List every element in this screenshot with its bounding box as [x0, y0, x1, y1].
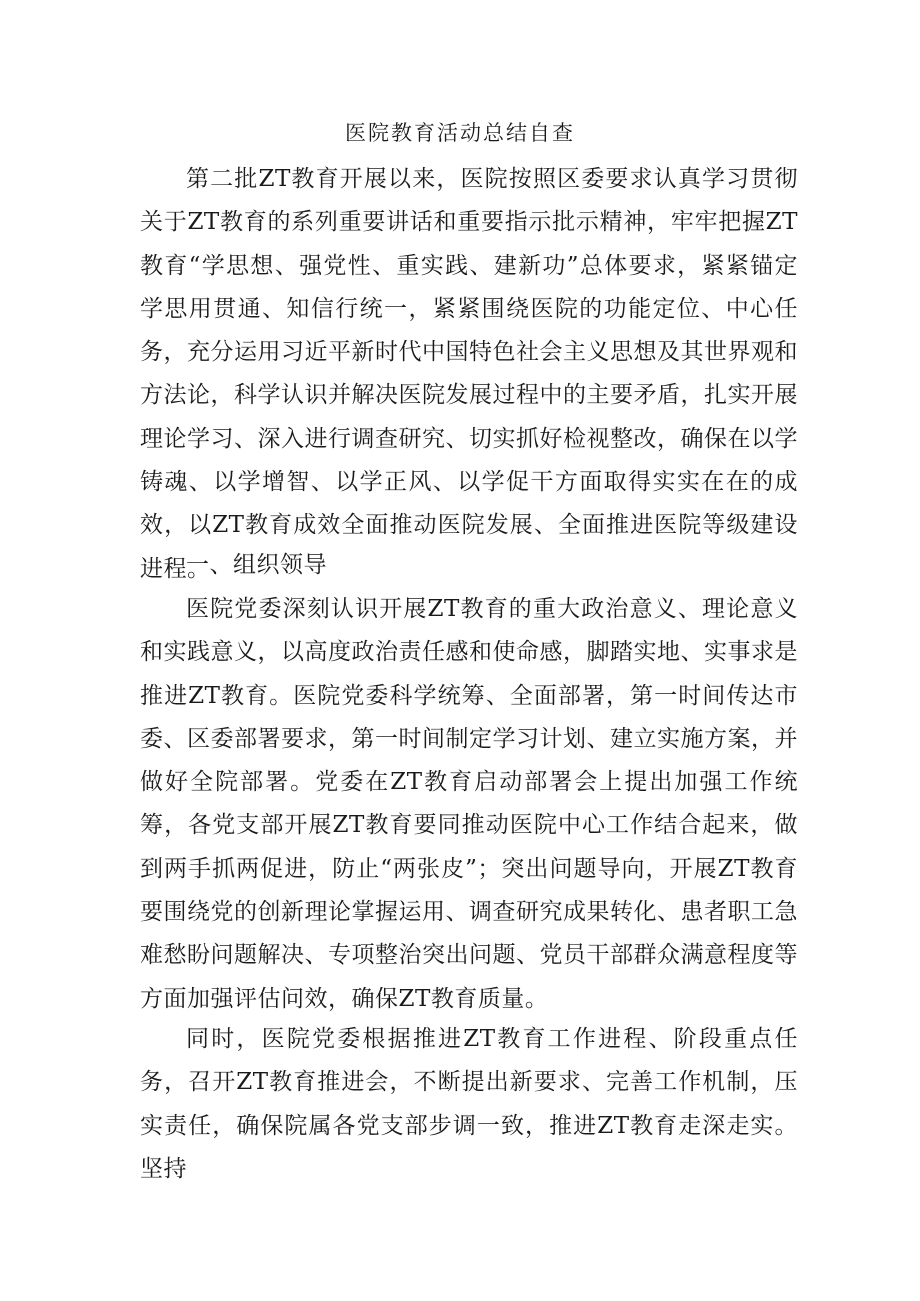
- body-block-organization: [140, 588, 798, 1021]
- section-heading: 一、组织领导: [186, 552, 327, 578]
- paragraph-organization: 医院党委深刻认识开展ZT教育的重大政治意义、理论意义和实践意义，以高度政治责任感和使命感，脚踏实地、实事求是推进ZT教育。医院党委科学统筹、全面部署，第一时间传达市委、区委部署要求，第一时间制定学习计划、建立实施方案，并做好全院部署。党委在ZT教育启动部署会上提出加强工作统筹，各党支部开展ZT教育要同推动医院中心工作结合起来，做到两手抓两促进，防止“两张皮”；突出问题导向，开展ZT教育要围绕党的创新理论掌握运用、调查研究成果转化、患者职工急难愁盼问题解决、专项整治突出问题、党员干部群众满意程度等方面加强评估问效，确保ZT教育质量。: [140, 596, 798, 1012]
- body-block-continuation: [140, 1018, 798, 1191]
- paragraph-continuation: 同时，医院党委根据推进ZT教育工作进程、阶段重点任务，召开ZT教育推进会，不断提出新要求、完善工作机制，压实责任，确保院属各党支部步调一致，推进ZT教育走深走实。坚持: [140, 1026, 798, 1182]
- paragraph-intro: 第二批ZT教育开展以来，医院按照区委要求认真学习贯彻关于ZT教育的系列重要讲话和重要指示批示精神，牢牢把握ZT教育“学思想、强党性、重实践、建新功”总体要求，紧紧锚定学思用贯通、知信行统一，紧紧围绕医院的功能定位、中心任务，充分运用习近平新时代中国特色社会主义思想及其世界观和方法论，科学认识并解决医院发展过程中的主要矛盾，扎实开展理论学习、深入进行调查研究、切实抓好检视整改，确保在以学铸魂、以学增智、以学正风、以学促干方面取得实实在在的成效，以ZT教育成效全面推动医院发展、全面推进医院等级建设进程。: [140, 166, 798, 582]
- body-block-heading: [140, 544, 798, 587]
- body-block-intro: [140, 158, 798, 591]
- document-title: 医院教育活动总结自查: [345, 121, 575, 145]
